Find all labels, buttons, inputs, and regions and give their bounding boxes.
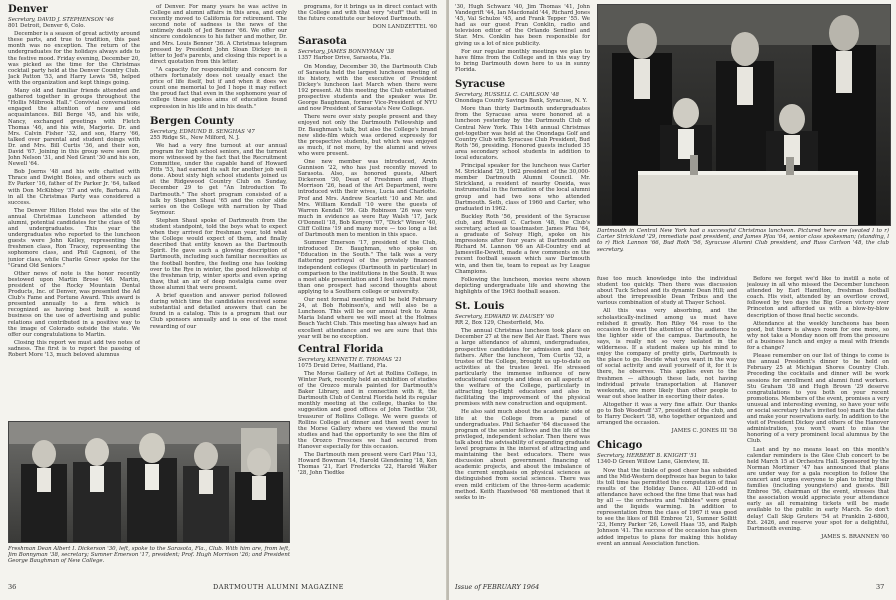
paragraph: Closing this report we must add two notes of sadness. The first is to report the passing of Robert More '13, much beloved alumnus	[8, 339, 140, 358]
paragraph: One new member was introduced, Arvin Gunnison '22, who has just recently moved to Sarasota. Also, as honored guests, Albert Dickerson '30, Dean of Freshmen and Hugh Morrison '26, head of the Art Department, were introduced with their wives, Lucia and Charlotte. Prof and Mrs. Andrew Scarlett '10 and Mr. and Mrs. William Kendall '10 were the guests of Warren Kendall '99. Gib Robinson '26 was very much in evidence as were Ray Walsh '17, Jack O'Donnell '18, Bob Kenyon '07, "Dick" Winser '40, Cliff Collins '19 and many more — too long a list of Dartmouth men to mention in this space.	[298, 158, 437, 239]
section-secretary: Secretary, JAMES BONNYMAN '38	[298, 49, 394, 56]
paragraph: Buckley Roth '56, president of the Syracuse club, and Russell C. Carlson '48, the Club's secretary, acted as toastmaster. James Pfau '64, a graduate of Solvay High, spoke on his impressions after four years at Dartmouth and Richard M. Lannon '66 an All-Country end at Jamesville-Dewitt, made a few comments on the recent football season which saw Dartmouth win, and then tie, team to repeat as Ivy League Champions.	[455, 213, 590, 275]
paragraph: Now that the tinkle of good cheer has subsided and the Mid-Western deepfreeze has begun to take its toll time has permitted the computation of final results of the Holiday Dance. All 120-odd in attendance have echoed the fine time that was had by all — the orchestra and "nibbles" were great and the liquids warming. In addition to representation from the class of 1967 it was good to see the likes of Bill Embree '21, Sumner Sollitt '23, Henry Parker '26, Lowell Haas '35, and Ralph Johnson '41. The success of the occasion has given added impetus to plans for making this holiday event an annual Association function.	[597, 467, 737, 547]
page-number: 36	[8, 583, 17, 591]
section-title: Central Florida	[298, 343, 384, 355]
paragraph: '30, Hugh Schwarz '40, Jim Thomas '41, John Vandegrift '44, Ian Macdonald '44, Richard Jones '45, Val Schulze '45, and Frank Tepper '55. We had as our guest Fran Conklin, radio and television editor of the Orlando Sentinel and Star. Mrs. Conklin has been responsible for giving us a lot of nice publicity.	[455, 4, 590, 47]
paragraph: There were over sixty people present and they enjoyed not only the Dartmouth Fellowship and Dr. Baughman's talk, but also the College's brand new slide-film which was ordered expressly for the prospective students, but which was enjoyed as much, if not more, by the alumni and wives who were present.	[298, 114, 437, 157]
footer-issue-date: Issue of FEBRUARY 1964	[455, 583, 540, 591]
paragraph: More than thirty Dartmouth undergraduates from the Syracuse area were honored at a luncheon yesterday by the Dartmouth Club of Central New York. This 14th annual Christmas get-together was held at the Onondaga Golf and Country Club with Syracuse Club President, Bud Roth '56, presiding. Honored guests included 35 area secondary school students in addition to local educators.	[455, 106, 590, 161]
section-secretary: Secretary, DAVID J. STEPHENSON '46	[8, 17, 114, 23]
paragraph: The annual Christmas luncheon took place on December 27 at the new Bel Air East. There was a large attendance of alumni, undergraduates, prospective candidates for admission and their fathers. After the luncheon, Tom Curtis '32, a trustee of the College, brought us up-to-date on activities at the trustee level. He stressed particularly the immense influence of new educational concepts and ideas on all aspects of the welfare of the College, particularly in attracting top-flight educators and also in facilitating the improvement of the physical premises with new construction and equipment.	[455, 328, 590, 408]
section-title: Chicago	[597, 440, 643, 452]
paragraph: On Monday, December 30, the Dartmouth Club of Sarasota held the largest luncheon meeting of its history, with the executive of President Dickey's luncheon last March when there were 192 present. At this meeting the Club entertained prospective students and the speaker was Dr. George Baughman, former Vice-President of NYU and now President of Sarasota's New College.	[298, 63, 437, 113]
signature: DON LANDZETTEL '60	[372, 24, 437, 31]
paragraph: Principal speaker for the luncheon was Carter M. Strickland '29, 1962 president of the 30,000-member Dartmouth Alumni Council. Mr. Strickland, a resident of nearby Oneida, was instrumental in the formation of the local alumni group and had two sons who attended Dartmouth. Seth, class of 1960 and Carter, who graduated in 1962.	[455, 163, 590, 212]
left-column-2	[150, 4, 287, 419]
section-address: 1357 Harbor Drive, Sarasota, Fla.	[298, 55, 392, 62]
section-address: 801 Detroit, Denver 6, Colo.	[8, 23, 86, 30]
section-secretary: Secretary, KENNETH E. THOMAS '21	[298, 356, 402, 363]
section-title: Sarasota	[298, 36, 347, 48]
photo-caption: Freshman Dean Albert I. Dickerson '30, left, spoke to the Sarasota, Fla., Club. With him are, from left, Jim Bonnyman '38, secretary; Sumner Emerson '17, president; Prof. Hugh Morrison '26; and President George Baughman of New College.	[8, 546, 290, 565]
section-title: Syracuse	[455, 79, 506, 91]
paragraph: We had a very fine turnout at our annual program for high school seniors, and the turnout more witnessed by the fact that the Recruitment Committee, under the capable hand of Howard Pitts '53, had earned its salt for another job well done. About sixty high school students joined us at the Ridgewood Country Club on Sunday, December 29 to get "An Introduction To Dartmouth." The short program consisted of a talk by Stephen Shaul '65 and the color slide series on the College with narration by Thad Seymour.	[150, 142, 287, 216]
section-secretary: Secretary, RUSSELL C. CARLSON '48	[455, 92, 559, 99]
paragraph: The Denver Hilton Hotel was the site of the annual Christmas Luncheon attended by alumni, potential candidates for the class of '68 and undergraduates. This year the undergraduates who reported to the luncheon guests were John Kelley, representing the freshmen class, Ron Tracey, representing the sophomore class, and Phil Cagnoni, of the junior class, while Charlie Greer spoke for the "Grand Old Seniors."	[8, 207, 140, 269]
section-title: Bergen County	[150, 115, 234, 127]
paragraph: Following the luncheon, movies were shown depicting undergraduate life and showing the highlights of the 1963 football season.	[455, 276, 590, 295]
paragraph: fuse too much knowledge into the individual student too quickly. Then there was discussion about Tuck School and its dynamic Dean Hill; and about the irrepressible Dean Tribus and the various combination of study at Thayer School.	[597, 276, 737, 307]
paragraph: December is a season of great activity around these parts, and true to tradition, this past month was no exception. The return of the undergraduates for the holidays always adds to the festive mood. Friday evening, December 20, was picked as the time for the Christmas cocktail party held at the Denver Country Club. Jack Patton '53, and Harry Lewis '58, helped with the organization and kept things going.	[8, 31, 140, 86]
paragraph: Summer Emerson '17, president of the Club, introduced Dr. Baughman, who spoke on "Education in the South." The talk was a very flattering portrayal of the privately financed independent colleges (Dartmouth in particular) in comparison to the institutions in the South. It was a most able presentation and I feel sure that more than one prospect had second thoughts about applying to a Southern college or university.	[298, 240, 437, 295]
paragraph: Bob Joerns '48 and his wife chatted with Thrace and Dwight Boies, and others such as Ev Parker '16, father of Ev Parker Jr. '64, talked with Don McKibbey '37 and wife, Barbara. All in all the Christmas Party was considered a success.	[8, 169, 140, 206]
group-of-five-men-image	[9, 422, 289, 542]
paragraph: For our regular monthly meetings we plan to have films from the College and in this way try to bring Dartmouth down here to us in sunny Florida.	[455, 48, 590, 73]
paragraph: programs, for it brings us in direct contact with the College and with that very "stuff" that will in the future constitute our beloved Dartmouth.	[298, 4, 437, 23]
sarasota-club-photo	[8, 421, 290, 543]
paragraph: Other news of note is the honor recently bestowed upon Martin Brose '46. Martin, president of the Rocky Mountain Dental Products, Inc. of Denver, was presented the Ad Club's Fame and Fortune Award. This award is presented annually to a firm which is recognized as having best built a sound business on the use of advertising and public relations and contributed in a positive way to the image of Colorado outside the state. We offer our congratulations to Martin.	[8, 270, 140, 338]
section-title: St. Louis	[455, 301, 505, 313]
section-secretary: Secretary, EDMUND B. SENGHAS '47	[150, 128, 255, 135]
paragraph: Attendance at the weekly luncheons has been good, but there is always room for one more, so why not take a Monday noon off from the pressure of a business lunch and enjoy a meal with friends for a change?	[747, 320, 889, 352]
paragraph: Altogether it was a very fine affair. Our thanks go to Bob Woodruff '37, president of the club, and to Harry Deckert '38, who together organized and arranged the occasion.	[597, 401, 737, 427]
page-number: 37	[876, 583, 885, 591]
paragraph: The Morse Gallery of Art at Rollins College, in Winter Park, recently held an exhibition of studies of the Orozco murals painted for Dartmouth's Baker Library, and in connection with it, the Dartmouth Club of Central Florida held its regular monthly meeting at the college, thanks to the suggestion and good offices of John Tiedtke '30, treasurer of Rollins College. We were guests of Rollins College at dinner and then went over to the Morse Gallery where we viewed the mural studies and had the opportunity to see the film of the Orozco Frescoes we had secured from Hanover especially for this occasion.	[298, 370, 437, 450]
right-column-1	[455, 4, 590, 582]
section-address: 255 Ridge St., New Milford, N. J.	[150, 134, 240, 141]
left-column-3	[298, 4, 437, 582]
signature: JAMES S. BRANNEN '60	[821, 533, 889, 540]
right-column-2	[597, 276, 737, 582]
right-page	[449, 0, 896, 600]
paragraph: All this was very absorbing, and the scholastically-inclined among us must have relished it greatly. Ron Riley '64 rose to the occasion to divert the attention of the audience to the lighter side of the campus. Dartmouth, he says, is really not so very isolated in the wilderness. If a student makes up his mind to enjoy the company of pretty girls, Dartmouth is the place to go. Decide what you want in the way of social activity and avail yourself of it, for it is there, he observes. This applies even to the freshmen — although these lads, not having individual private transportation at Hanover weekends, are more likely than other people to wear out shoe leather in escorting their dates.	[597, 308, 737, 400]
section-address: 1340-D Green Willow Lane, Glenview, Ill.	[597, 459, 710, 466]
syracuse-luncheon-photo	[597, 4, 891, 226]
section-secretary: Secretary, EDWARD W. DAUSEY '60	[455, 314, 554, 321]
paragraph: Our next formal meeting will be held February 24, at Bob Robinson's, and will also be a Luncheon. This will be our annual trek to Anna Maria Island where we will meet at the Holmes Beach Yacht Club. This meeting has always had an excellent attendance and we are sure that this year will be no exception.	[298, 297, 437, 340]
section-secretary: Secretary, HERBERT B. KNIGHT '51	[597, 453, 698, 460]
photo-caption: Dartmouth in Central New York had a successful Christmas luncheon. Pictured here are (seated l to r) Carter Strickland '29, immediate past president, and James Pfau '64, senior class spokesman; (standing, l to r) Rick Lannon '66, Bud Roth '56, Syracuse Alumni Club president, and Russ Carlson '48, the club secretary.	[597, 228, 889, 253]
paragraph: Last and by no means least on this month's calendar reminders is the Glee Club concert to be held March 15 at Orchestra Hall. Sponsored by the Norman Mortimer '47 has announced that plans are under way for a gala reception to follow the concert and urges everyone to plan to bring their families (including youngsters) and guests. Bill Embree '56, chairman of the event, stresses that the association would appreciate your attendance early as all remaining tickets will be made available to the public in early March. So don't delay! Call Skip Gruters '54 at Franklin 2-6800, Ext. 2426, and reserve your spot for a delightful, Dartmouth evening.	[747, 446, 889, 532]
paragraph: Please remember on our list of things to come is the annual President's dinner to be held on February 25 at Michigan Shores Country Club. Preceding the cocktails and dinner will be work sessions for enrollment and alumni fund workers. Stu Graham '38 and Hugh Brown '29 deserve congratulations to you both on your recent promotions. Members of the event, promises a very unusual and interesting evening, so have your wife or social secretary (she's invited too) mark the date and make your reservations early. In addition to the visit of President Dickey and others of the Hanover administration, you won't want to miss the honoring of a very prominent local alumnus by the Club.	[747, 353, 889, 445]
paragraph: Many old and familiar friends attended and gathered together in groups throughout the "Hollis Milbrook Hall." Convivial conversations engaged the attention of new and old acquaintances. Bill Berge '45, and his wife, Nancy, exchanged greetings with Fletch Thomas '46, and his wife, Marjorie. Dr. and Mrs. Calvin Fisher '32, and son, Harry '66, talked over parental and student doings with Dr. and Mrs. Bill Curtis '36, and their son, David '67. Joining in this group were seen Dr. John Nelson '31, and Ned Grant '30 and his son, Newell '64.	[8, 88, 140, 168]
paragraph: Before we forget we'd like to instill a note of jealousy in all who missed the December luncheon attended by Earl Hamilton, freshman football coach. His visit, attended by an overflow crowd, followed by two days the Big Green victory over Princeton and afforded us with a blow-by-blow description of those final hectic seconds.	[747, 276, 889, 319]
right-column-3	[747, 276, 889, 582]
paragraph: Stephen Shaul spoke of Dartmouth from the student standpoint, told the boys what to expect when they arrived for freshman year, told what the College would expect of them, and finally described that entity known as the Dartmouth Spirit. He gave such a glowing description of Dartmouth, including such familiar necessities as the football bonfire, the feeling one has looking over to the Rye in winter, the good fellowship of the freshman trip, winter sports and even spring thaw, that an air of deep nostalgia came over those alumni that were present.	[150, 217, 287, 291]
paragraph: "A capacity for responsibility and concern for others fortunately does not usually exact the price of life itself, but if and when it does we count one memorial to Jed I hope it may reflect the proud fact that even in the sophomore year of college these ageless aims of education found expression in his life and in his death."	[150, 66, 287, 110]
section-address: 1075 Druid Drive, Maitland, Fla.	[298, 362, 388, 369]
left-column-1	[8, 4, 140, 419]
luncheon-group-image	[598, 5, 890, 225]
paragraph: of Denver. For many years he was active in College and alumni affairs in this area, and only recently moved to California for retirement. The second note of sadness is the news of the untimely death of Jed Benner '66. We offer our sincere condolences to his father and mother, Dr. and Mrs. Louis Benner '36. A Christmas telegram pressed by President John Sloan Dickey in a letter to Jed's parents, and closing this report is a direct quotation from this letter.	[150, 4, 287, 65]
signature: JAMES C. JONES III '58	[671, 428, 737, 435]
section-address: RR 2, Box 129, Chesterfield, Mo.	[455, 320, 545, 327]
paragraph: The Dartmouth men present were Carl Pfau '13, Howard Bowman '14, Harold Glendening '18, Ken Thomas '21, Earl Fredericks '22, Harold Walter '28, John Tiedtke	[298, 452, 437, 477]
paragraph: He also said much about the academic side of life at the College from a panel of undergraduates. Phil Schaefer '64 discussed the program of the senior fellows and the life of the privileged, independent scholar. Then there was talk about the advisability of expanding graduate level programs in the interest of attracting and maintaining the best educators. There was discussion about government financing of academic projects, and about the imbalance of the current emphasis on physical sciences as distinguished from social sciences. There was even mild criticism of the three-term academic method. Keith Hazelwood '68 mentioned that it seeks to in-	[455, 409, 590, 501]
paragraph: A brief question and answer period followed during which time the candidates received some substantial and detailed answers that can be found in a catalog. This is a program that our Club sponsors annually and is one of the most rewarding of our	[150, 293, 287, 330]
left-page	[0, 0, 447, 600]
section-title: Denver	[8, 4, 48, 15]
section-address: Onondaga County Savings Bank, Syracuse, N. Y.	[455, 98, 588, 105]
footer-magazine-title: DARTMOUTH ALUMNI MAGAZINE	[213, 583, 344, 591]
